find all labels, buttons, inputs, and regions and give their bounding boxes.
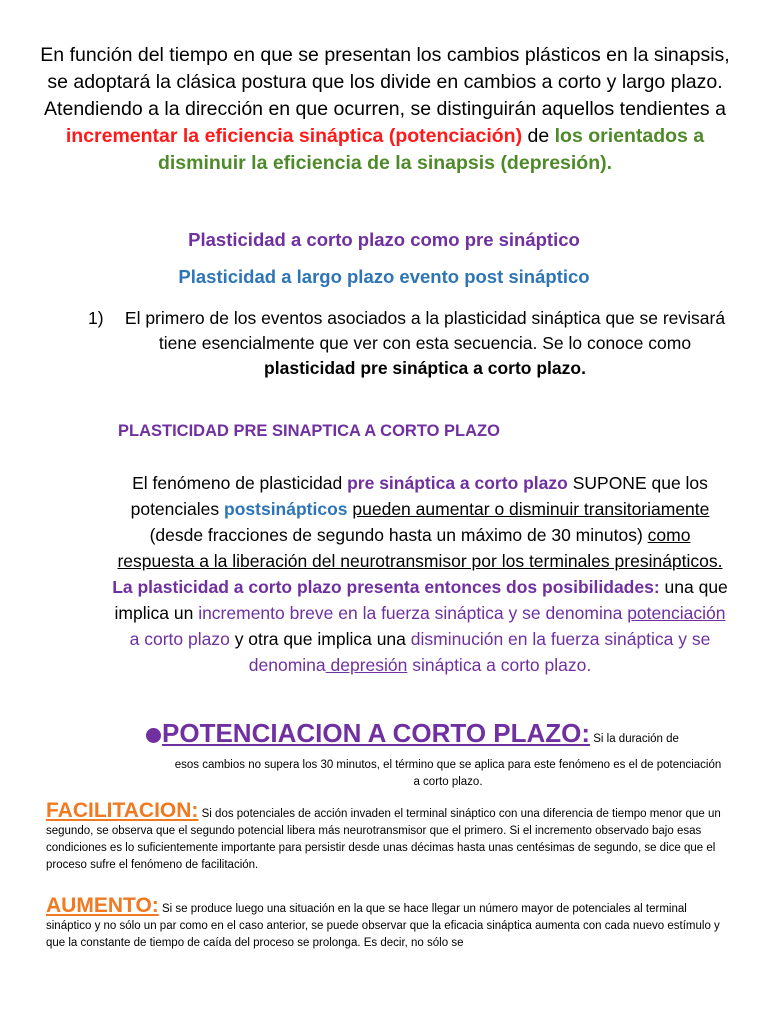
intro-highlight-depresion: los orientados a disminuir la eficiencia de la sinapsis (depresión). <box>157 125 705 174</box>
para-highlight: a corto plazo <box>129 629 230 649</box>
intro-text-2: de <box>522 125 555 147</box>
para-text: SUPONE que los potenciales <box>130 473 708 519</box>
intro-text-1: En función del tiempo en que se presentan los cambios plásticos en la sinapsis, se adoptará la clásica postura que los divide en cambios a corto y largo plazo. Atendiendo a la dirección en que ocurren, se distinguirán aquellos tendientes a <box>40 44 730 120</box>
item-text <box>122 306 728 381</box>
para-highlight: disminución en la fuerza sináptica y se denomina <box>248 629 711 675</box>
para-highlight: pre sináptica a corto plazo <box>347 473 568 493</box>
para-underlined: pueden aumentar o disminuir transitoriamente <box>352 499 710 519</box>
para-highlight: postsinápticos <box>224 499 348 519</box>
intro-paragraph <box>40 42 730 177</box>
aumento-paragraph <box>46 894 726 952</box>
para-text: una que implica un <box>114 577 728 623</box>
intro-highlight-potenciacion: incrementar la eficiencia sináptica (potenciación) <box>65 125 523 147</box>
potenciacion-title: POTENCIACION A CORTO PLAZO: <box>162 718 591 748</box>
potenciacion-text: esos cambios no supera los 30 minutos, el término que se aplica para este fenómeno es el de potenciación a corto plazo. <box>174 759 722 788</box>
para-text: y otra que implica una <box>229 629 411 649</box>
para-underlined: como respuesta a la liberación del neurotransmisor por los terminales presinápticos. <box>117 525 723 571</box>
para-highlight: La plasticidad a corto plazo presenta entonces dos posibilidades: <box>112 577 660 597</box>
aumento-text: Si se produce luego una situación en la que se hace llegar un número mayor de potenciales al terminal sináptico y no sólo un par como en el caso anterior, se puede observar que la eficacia sináptica aumenta con cada nuevo estímulo y que la constante de tiempo de caída del proceso se prolonga. Es decir, no sólo se <box>46 903 720 949</box>
bullet-dot-icon <box>146 728 161 743</box>
long-term-line: Plasticidad a largo plazo evento post sináptico <box>178 266 590 287</box>
para-underlined: depresión <box>325 655 408 675</box>
para-highlight: sináptica a corto plazo. <box>407 655 592 675</box>
para-underlined: potenciación <box>627 603 726 623</box>
para-text: El fenómeno de plasticidad <box>132 473 348 493</box>
para-text: (desde fracciones de segundo hasta un máximo de 30 minutos) <box>149 525 648 545</box>
numbered-item-1 <box>88 306 728 381</box>
para-highlight: incremento breve en la fuerza sináptica y se denomina <box>198 603 628 623</box>
potenciacion-heading <box>146 718 726 749</box>
item-number: 1) <box>88 308 104 328</box>
plasticity-paragraph <box>112 470 728 678</box>
facilitacion-title: FACILITACION: <box>46 799 199 822</box>
item-text-body: El primero de los eventos asociados a la plasticidad sináptica que se revisará tiene esencialmente que ver con esta secuencia. Se lo conoce como <box>124 308 726 353</box>
facilitacion-paragraph <box>46 799 726 874</box>
potenciacion-text-start: Si la duración de <box>590 733 679 745</box>
facilitacion-text: Si dos potenciales de acción invaden el terminal sináptico con una diferencia de tiempo menor que un segundo, se observa que el segundo potencial libera más neurotransmisor que el primero. Si el incremento observado bajo esas condiciones es lo suficientemente importante para persistir desde unas décimas hasta unas centésimas de segundo, se dice que el proceso sufre el fenómeno de facilitación. <box>46 808 721 871</box>
section-title: PLASTICIDAD PRE SINAPTICA A CORTO PLAZO <box>118 422 500 440</box>
item-text-bold: plasticidad pre sináptica a corto plazo. <box>264 358 586 378</box>
short-term-line: Plasticidad a corto plazo como pre sináptico <box>188 229 580 250</box>
aumento-title: AUMENTO: <box>46 894 159 917</box>
